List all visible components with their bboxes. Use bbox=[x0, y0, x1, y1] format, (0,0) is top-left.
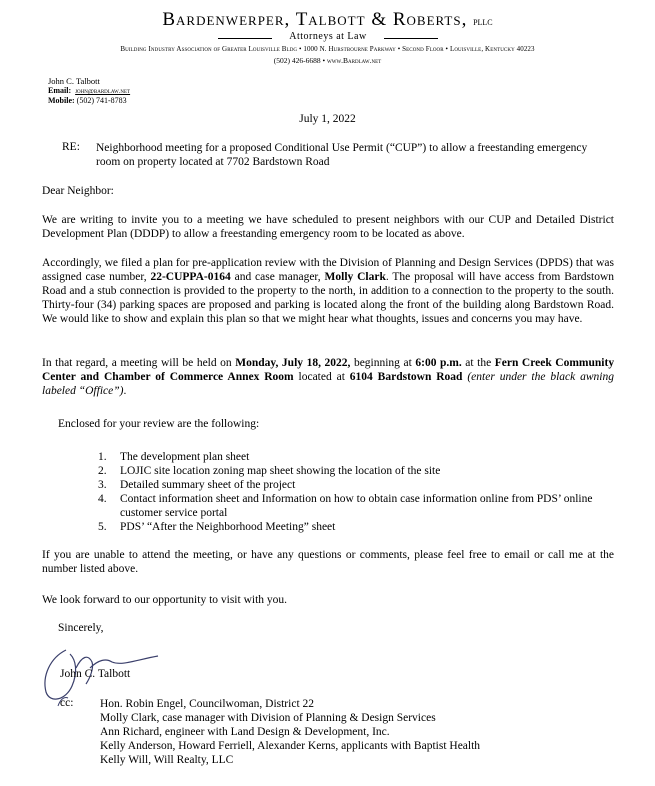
sender-mobile-label: Mobile: bbox=[48, 96, 75, 105]
subtitle-rule-right bbox=[384, 38, 438, 39]
list-item bbox=[98, 492, 608, 520]
list-item-number: 5. bbox=[98, 521, 107, 533]
firm-contact: (502) 426-6688 • www.Bardlaw.net bbox=[273, 56, 382, 65]
cc-label: cc: bbox=[60, 697, 74, 709]
paragraph-plan-text-3: . The proposal will have access from Bardstown Road and a stub connection is provided to the property to the north, in addition to a connection to the property to the south. Thirty-four (34) parking spaces are proposed and parking is located along the front of the building along Bardstown Road. We would like to show and explain this plan so that we might hear what thoughts, issues and concerns you may have. bbox=[42, 271, 615, 325]
paragraph-meeting bbox=[42, 356, 614, 398]
meeting-text-4: located at bbox=[298, 371, 345, 383]
paragraph-plan bbox=[42, 256, 614, 326]
letter-date: July 1, 2022 bbox=[299, 113, 356, 125]
list-item-number: 1. bbox=[98, 451, 107, 463]
re-label: RE: bbox=[62, 141, 80, 153]
meeting-time: 6:00 p.m. bbox=[415, 357, 462, 369]
paragraph-closing-note: We look forward to our opportunity to visit with you. bbox=[42, 594, 288, 606]
list-item-text: Detailed summary sheet of the project bbox=[120, 479, 296, 491]
cc-recipient: Kelly Will, Will Realty, LLC bbox=[100, 754, 234, 766]
sender-email-link[interactable]: john@bardlaw.net bbox=[75, 88, 131, 95]
closing: Sincerely, bbox=[58, 622, 104, 634]
sender-email-label: Email: bbox=[48, 86, 72, 95]
signer-name: John C. Talbott bbox=[60, 668, 131, 680]
list-item-text: LOJIC site location zoning map sheet showing the location of the site bbox=[120, 465, 441, 477]
cc-recipient: Molly Clark, case manager with Division of Planning & Design Services bbox=[100, 712, 436, 724]
list-item-number: 3. bbox=[98, 479, 107, 491]
list-item-number: 4. bbox=[98, 493, 107, 505]
list-item-text: Contact information sheet and Information on how to obtain case information online from PDS’ online customer service portal bbox=[120, 493, 593, 519]
enclosure-list bbox=[98, 450, 608, 534]
firm-name-text: Bardenwerper, Talbott & Roberts, bbox=[162, 9, 468, 30]
enclosed-intro: Enclosed for your review are the following: bbox=[58, 418, 260, 430]
sender-mobile: (502) 741-8783 bbox=[76, 96, 127, 105]
cc-recipient-list bbox=[100, 697, 480, 767]
cc-recipient: Hon. Robin Engel, Councilwoman, District 22 bbox=[100, 698, 315, 710]
sender-mobile-row bbox=[48, 96, 130, 105]
meeting-entrance-note: (enter under the black awning labeled “Office”) bbox=[42, 371, 614, 397]
meeting-venue: Fern Creek Community Center and Chamber of Commerce Annex Room bbox=[42, 357, 615, 383]
sender-name: John C. Talbott bbox=[48, 76, 100, 86]
cc-recipient: Ann Richard, engineer with Land Design & Development, Inc. bbox=[100, 726, 390, 738]
meeting-text-1: In that regard, a meeting will be held on bbox=[42, 357, 232, 369]
subtitle-row bbox=[218, 31, 438, 45]
paragraph-plan-text-1: Accordingly, we filed a plan for pre-application review with the Division of Planning and Design Services (DPDS) that was assigned case number, bbox=[42, 257, 614, 283]
paragraph-plan-text-2: and case manager, bbox=[234, 271, 321, 283]
case-manager: Molly Clark bbox=[324, 271, 386, 283]
meeting-text-end: . bbox=[123, 385, 127, 397]
meeting-date: Monday, July 18, 2022, bbox=[235, 357, 351, 369]
cc-recipient: Kelly Anderson, Howard Ferriell, Alexander Kerns, applicants with Baptist Health bbox=[100, 740, 481, 752]
firm-suffix: pllc bbox=[473, 14, 493, 28]
subtitle: Attorneys at Law bbox=[289, 31, 367, 42]
firm-address: Building Industry Association of Greater Louisville Bldg • 1000 N. Hurstbourne Parkway • Second Floor • Louisville, Kentucky 40223 bbox=[120, 45, 535, 53]
list-item bbox=[98, 464, 608, 478]
sender-block bbox=[48, 77, 130, 105]
list-item-text: The development plan sheet bbox=[120, 451, 250, 463]
paragraph-questions: If you are unable to attend the meeting, or have any questions or comments, please feel free to email or call me at the number listed above. bbox=[42, 549, 614, 575]
meeting-text-3: at the bbox=[465, 357, 492, 369]
list-item-text: PDS’ “After the Neighborhood Meeting” sheet bbox=[120, 521, 336, 533]
meeting-text-2: beginning at bbox=[353, 357, 412, 369]
list-item-number: 2. bbox=[98, 465, 107, 477]
salutation: Dear Neighbor: bbox=[42, 185, 114, 197]
list-item bbox=[98, 450, 608, 464]
case-number: 22-CUPPA-0164 bbox=[150, 271, 231, 283]
paragraph-invitation: We are writing to invite you to a meeting we have scheduled to present neighbors with our CUP and Detailed District Development Plan (DDDP) to allow a freestanding emergency room to be located as above. bbox=[42, 214, 614, 240]
re-subject: Neighborhood meeting for a proposed Conditional Use Permit (“CUP”) to allow a freestanding emergency room on property located at 7702 Bardstown Road bbox=[96, 142, 588, 168]
sender-email-row bbox=[48, 86, 130, 96]
list-item bbox=[98, 520, 608, 534]
list-item bbox=[98, 478, 608, 492]
meeting-address: 6104 Bardstown Road bbox=[349, 371, 463, 383]
firm-name bbox=[0, 9, 655, 31]
